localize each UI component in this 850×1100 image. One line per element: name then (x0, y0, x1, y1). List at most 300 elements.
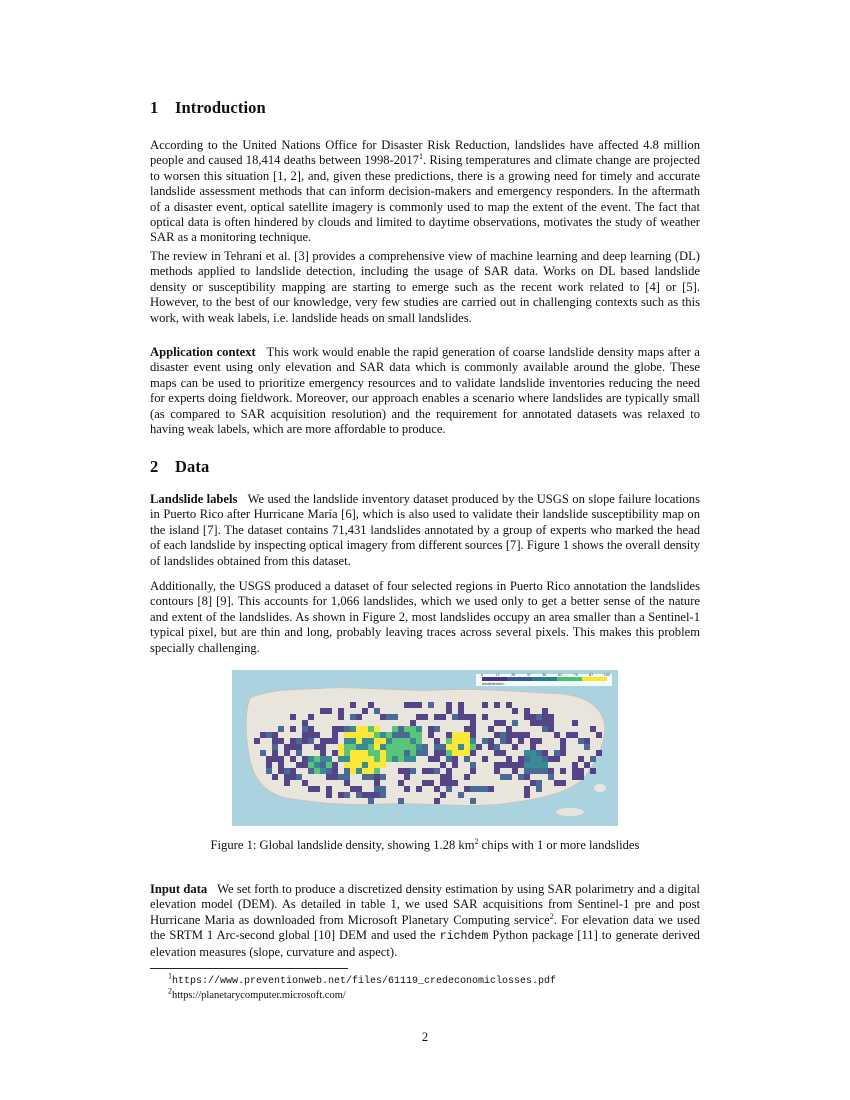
density-cell (542, 726, 548, 732)
density-cell (284, 780, 290, 786)
density-cell (410, 732, 416, 738)
density-cell (530, 744, 536, 750)
density-cell (458, 708, 464, 714)
density-cell (326, 738, 332, 744)
density-cell (398, 780, 404, 786)
density-cell (482, 738, 488, 744)
caption-text-b: chips with 1 or more landslides (478, 838, 640, 852)
density-cell (464, 732, 470, 738)
density-cell (434, 756, 440, 762)
density-cell (452, 714, 458, 720)
density-cell (464, 774, 470, 780)
density-cell (422, 750, 428, 756)
density-cell (392, 744, 398, 750)
density-cell (386, 750, 392, 756)
density-cell (362, 792, 368, 798)
density-cell (470, 750, 476, 756)
density-cell (458, 732, 464, 738)
density-cell (356, 786, 362, 792)
density-cell (428, 732, 434, 738)
density-cell (374, 762, 380, 768)
density-cell (458, 750, 464, 756)
density-cell (452, 744, 458, 750)
density-cell (416, 726, 422, 732)
density-cell (380, 750, 386, 756)
density-cell (416, 714, 422, 720)
density-cell (536, 750, 542, 756)
density-cell (566, 732, 572, 738)
density-cell (380, 732, 386, 738)
density-cell (440, 774, 446, 780)
density-cell (506, 702, 512, 708)
density-cell (368, 744, 374, 750)
density-cell (434, 726, 440, 732)
density-cell (290, 768, 296, 774)
application-context-paragraph (150, 345, 700, 437)
density-cell (368, 756, 374, 762)
density-cell (416, 702, 422, 708)
density-cell (350, 702, 356, 708)
density-cell (404, 744, 410, 750)
density-cell (452, 732, 458, 738)
density-cell (344, 732, 350, 738)
density-cell (272, 750, 278, 756)
density-cell (536, 720, 542, 726)
density-cell (314, 786, 320, 792)
legend-tick-label: 87 (589, 673, 594, 677)
legend-color-swatch (582, 677, 607, 681)
density-cell (368, 726, 374, 732)
density-cell (452, 780, 458, 786)
density-cell (584, 762, 590, 768)
density-cell (356, 732, 362, 738)
density-cell (524, 792, 530, 798)
density-cell (308, 762, 314, 768)
density-cell (368, 732, 374, 738)
density-cell (572, 768, 578, 774)
density-cell (344, 726, 350, 732)
density-cell (494, 750, 500, 756)
density-cell (422, 780, 428, 786)
density-cell (524, 786, 530, 792)
density-cell (386, 714, 392, 720)
density-cell (338, 774, 344, 780)
application-context-text: This work would enable the rapid generation of coarse landslide density maps after a disaster event using only elevation and SAR data which is commonly available around the globe. These maps can be used to prioritize emergency resources and to validate landslide inventories reducing the need for experts doing fieldwork. Moreover, our approach enables a scenario where landslides are typically small (as compared to SAR acquisition resolution) and the requirement for annotated datasets was relaxed to having weak labels, which are more affordable to produce. (150, 345, 700, 437)
density-cell (548, 768, 554, 774)
density-cell (386, 756, 392, 762)
density-cell (470, 726, 476, 732)
density-cell (512, 768, 518, 774)
intro-p1-text-a: According to the United Nations Office for Disaster Risk Reduction, landslides have affected 4.8 million people and caused 18,414 deaths between 1998-2017 (150, 138, 700, 168)
density-cell (350, 732, 356, 738)
density-cell (320, 762, 326, 768)
density-cell (374, 738, 380, 744)
density-cell (596, 732, 602, 738)
density-cell (536, 762, 542, 768)
density-cell (404, 732, 410, 738)
density-cell (290, 774, 296, 780)
density-cell (308, 756, 314, 762)
density-cell (356, 738, 362, 744)
density-cell (398, 768, 404, 774)
density-cell (302, 780, 308, 786)
legend-color-swatch (482, 677, 507, 681)
section-number: 1 (150, 98, 159, 117)
density-cell (500, 750, 506, 756)
density-cell (302, 720, 308, 726)
density-cell (470, 762, 476, 768)
density-cell (290, 744, 296, 750)
density-cell (374, 708, 380, 714)
density-cell (476, 786, 482, 792)
density-cell (374, 786, 380, 792)
paragraph-heading-input-data: Input data (150, 882, 208, 896)
density-cell (326, 792, 332, 798)
density-cell (374, 768, 380, 774)
density-cell (458, 792, 464, 798)
density-cell (494, 768, 500, 774)
density-cell (314, 768, 320, 774)
density-cell (482, 702, 488, 708)
landslide-labels-paragraph (150, 492, 700, 569)
legend-title: landslides/km² (482, 682, 505, 686)
density-cell (422, 714, 428, 720)
density-cell (398, 756, 404, 762)
density-cell (560, 744, 566, 750)
density-cell (410, 768, 416, 774)
density-cell (374, 744, 380, 750)
density-cell (434, 798, 440, 804)
density-cell (488, 786, 494, 792)
density-cell (572, 732, 578, 738)
density-cell (320, 756, 326, 762)
density-cell (572, 762, 578, 768)
density-cell (368, 798, 374, 804)
density-cell (278, 726, 284, 732)
density-cell (428, 726, 434, 732)
density-cell (536, 756, 542, 762)
density-cell (518, 732, 524, 738)
density-cell (374, 756, 380, 762)
density-cell (332, 726, 338, 732)
density-cell (446, 768, 452, 774)
density-cell (428, 756, 434, 762)
density-cell (464, 726, 470, 732)
density-cell (416, 744, 422, 750)
density-cell (500, 732, 506, 738)
density-cell (554, 756, 560, 762)
density-cell (338, 744, 344, 750)
density-cell (410, 744, 416, 750)
density-cell (530, 750, 536, 756)
density-cell (368, 774, 374, 780)
density-cell (446, 780, 452, 786)
density-cell (530, 756, 536, 762)
intro-paragraph-2: The review in Tehrani et al. [3] provides a comprehensive view of machine learning and deep learning (DL) methods applied to landslide detection, including the usage of SAR data. Works on DL based landslide density or susceptibility mapping are starting to emerge such as the recent work related to [4] or [5]. However, to the best of our knowledge, very few studies are carried out in challenging contexts such as this work, with weak labels, i.e. landslide heads on small landslides. (150, 249, 700, 325)
density-cell (440, 762, 446, 768)
density-cell (404, 774, 410, 780)
density-cell (464, 786, 470, 792)
density-cell (266, 762, 272, 768)
density-cell (536, 738, 542, 744)
density-cell (302, 756, 308, 762)
density-cell (398, 732, 404, 738)
density-cell (386, 744, 392, 750)
density-cell (308, 726, 314, 732)
density-cell (500, 774, 506, 780)
section-title: Data (175, 457, 210, 476)
density-cell (332, 762, 338, 768)
density-cell (296, 774, 302, 780)
density-cell (482, 786, 488, 792)
density-cell (392, 714, 398, 720)
density-cell (542, 750, 548, 756)
density-cell (266, 756, 272, 762)
density-cell (338, 750, 344, 756)
density-cell (380, 756, 386, 762)
density-cell (524, 750, 530, 756)
density-cell (506, 738, 512, 744)
density-cell (470, 732, 476, 738)
input-data-paragraph (150, 882, 700, 960)
density-cell (278, 756, 284, 762)
caption-text-a: Figure 1: Global landslide density, showing 1.28 km (210, 838, 475, 852)
density-cell (362, 762, 368, 768)
density-cell (524, 732, 530, 738)
density-cell (548, 714, 554, 720)
density-cell (410, 726, 416, 732)
legend-tick-label: 25 (511, 673, 516, 677)
density-cell (398, 744, 404, 750)
density-cell (392, 726, 398, 732)
density-cell (356, 768, 362, 774)
density-cell (578, 774, 584, 780)
footnote-link[interactable]: https://planetarycomputer.microsoft.com/ (172, 990, 346, 1001)
density-cell (524, 756, 530, 762)
density-cell (272, 744, 278, 750)
density-cell (302, 738, 308, 744)
density-cell (512, 762, 518, 768)
density-cell (458, 714, 464, 720)
density-cell (404, 756, 410, 762)
density-cell (326, 762, 332, 768)
density-cell (344, 744, 350, 750)
density-cell (422, 744, 428, 750)
density-cell (536, 786, 542, 792)
footnote-link[interactable]: https://www.preventionweb.net/files/61119_credeconomiclosses.pdf (172, 976, 557, 987)
density-cell (308, 714, 314, 720)
density-cell (314, 756, 320, 762)
density-cell (362, 732, 368, 738)
density-cell (398, 738, 404, 744)
density-cell (308, 768, 314, 774)
density-cell (308, 738, 314, 744)
density-cell (584, 738, 590, 744)
density-cell (548, 720, 554, 726)
density-cell (332, 774, 338, 780)
density-cell (416, 750, 422, 756)
density-cell (308, 786, 314, 792)
density-cell (434, 714, 440, 720)
density-cell (350, 786, 356, 792)
density-cell (392, 756, 398, 762)
density-cell (512, 708, 518, 714)
density-cell (518, 762, 524, 768)
density-cell (290, 726, 296, 732)
density-cell (494, 744, 500, 750)
density-cell (518, 774, 524, 780)
density-cell (260, 750, 266, 756)
density-cell (386, 738, 392, 744)
density-cell (344, 792, 350, 798)
density-cell (338, 708, 344, 714)
density-cell (518, 756, 524, 762)
density-cell (428, 702, 434, 708)
density-cell (332, 768, 338, 774)
density-cell (344, 780, 350, 786)
density-cell (542, 720, 548, 726)
density-cell (548, 774, 554, 780)
density-cell (386, 732, 392, 738)
density-cell (470, 744, 476, 750)
density-cell (350, 750, 356, 756)
density-cell (470, 786, 476, 792)
code-richdem: richdem (439, 930, 489, 944)
density-cell (266, 768, 272, 774)
density-cell (332, 750, 338, 756)
density-cell (524, 708, 530, 714)
density-cell (344, 762, 350, 768)
legend-color-swatch (507, 677, 532, 681)
density-cell (398, 798, 404, 804)
legend-color-swatch (532, 677, 557, 681)
density-cell (314, 762, 320, 768)
input-data-text-c: Python package [11] to generate derived elevation measures (slope, curvature and aspect). (150, 928, 700, 959)
density-cell (542, 762, 548, 768)
density-cell (440, 792, 446, 798)
density-cell (344, 768, 350, 774)
density-cell (446, 702, 452, 708)
density-cell (452, 738, 458, 744)
density-cell (416, 738, 422, 744)
footnote-rule (150, 968, 348, 969)
density-cell (470, 714, 476, 720)
density-cell (290, 756, 296, 762)
density-cell (590, 756, 596, 762)
density-cell (446, 732, 452, 738)
legend-tick-label: 100 (603, 673, 610, 677)
density-cell (326, 786, 332, 792)
density-cell (272, 756, 278, 762)
section-title: Introduction (175, 98, 266, 117)
density-cell (446, 738, 452, 744)
density-cell (374, 792, 380, 798)
density-cell (290, 714, 296, 720)
density-cell (362, 708, 368, 714)
density-cell (512, 732, 518, 738)
density-cell (362, 744, 368, 750)
legend-tick-label: 75 (573, 673, 578, 677)
density-cell (392, 750, 398, 756)
density-cell (308, 732, 314, 738)
density-cell (500, 762, 506, 768)
density-cell (440, 714, 446, 720)
density-cell (464, 714, 470, 720)
density-cell (296, 738, 302, 744)
section-heading-introduction (150, 98, 266, 118)
density-cell (380, 762, 386, 768)
density-cell (488, 738, 494, 744)
density-cell (542, 768, 548, 774)
density-cell (428, 768, 434, 774)
density-cell (482, 714, 488, 720)
density-cell (374, 780, 380, 786)
density-cell (356, 756, 362, 762)
footnote-ref-1: 1 (418, 152, 423, 162)
density-cell (356, 744, 362, 750)
density-cell (290, 738, 296, 744)
density-cell (512, 744, 518, 750)
vieques-island (556, 808, 584, 816)
intro-p1-text-b: . Rising temperatures and climate change are projected to worsen this situation [1, 2], and, given these predictions, there is a growing need for timely and accurate landslide assessment methods that can inform decision-makers and emergency responders. In the aftermath of a disaster event, optical satellite imagery is commonly used to map the extent of the event. The fact that optical data is often hindered by clouds and limited to daytime observations, motivates the study of weather SAR as a monitoring technique. (150, 153, 700, 245)
density-cell (524, 762, 530, 768)
density-cell (398, 726, 404, 732)
density-cell (536, 714, 542, 720)
density-cell (260, 732, 266, 738)
density-cell (464, 750, 470, 756)
paragraph-heading-application-context: Application context (150, 345, 256, 359)
density-cell (512, 720, 518, 726)
density-cell (344, 774, 350, 780)
density-cell (326, 756, 332, 762)
density-cell (266, 732, 272, 738)
density-cell (416, 786, 422, 792)
density-cell (380, 774, 386, 780)
density-cell (578, 768, 584, 774)
density-map-svg (232, 670, 618, 826)
density-cell (584, 744, 590, 750)
density-cell (404, 768, 410, 774)
density-cell (470, 768, 476, 774)
landslide-labels-text: We used the landslide inventory dataset produced by the USGS on slope failure locations in Puerto Rico after Hurricane María [6], which is also used to validate their landslide susceptibility map on the island [7]. The dataset contains 71,431 landslides annotated by a group of experts who marked the head of each landslide by inspecting optical imagery from different sources [7]. Figure 1 shows the overall density of landslides obtained from this dataset. (150, 492, 701, 568)
density-cell (554, 750, 560, 756)
density-cell (494, 702, 500, 708)
density-cell (494, 720, 500, 726)
density-cell (374, 732, 380, 738)
density-cell (368, 738, 374, 744)
paragraph-heading-landslide-labels: Landslide labels (150, 492, 238, 506)
density-cell (398, 750, 404, 756)
density-cell (554, 780, 560, 786)
section-number: 2 (150, 457, 159, 476)
density-cell (380, 744, 386, 750)
density-cell (464, 738, 470, 744)
density-cell (362, 738, 368, 744)
density-cell (506, 762, 512, 768)
density-cell (464, 744, 470, 750)
density-cell (278, 768, 284, 774)
density-cell (464, 756, 470, 762)
density-cell (326, 774, 332, 780)
density-cell (350, 762, 356, 768)
density-cell (524, 774, 530, 780)
footnote-mark: 1 (168, 971, 172, 981)
density-cell (380, 714, 386, 720)
density-cell (572, 720, 578, 726)
density-cell (320, 768, 326, 774)
density-cell (380, 786, 386, 792)
density-cell (542, 714, 548, 720)
